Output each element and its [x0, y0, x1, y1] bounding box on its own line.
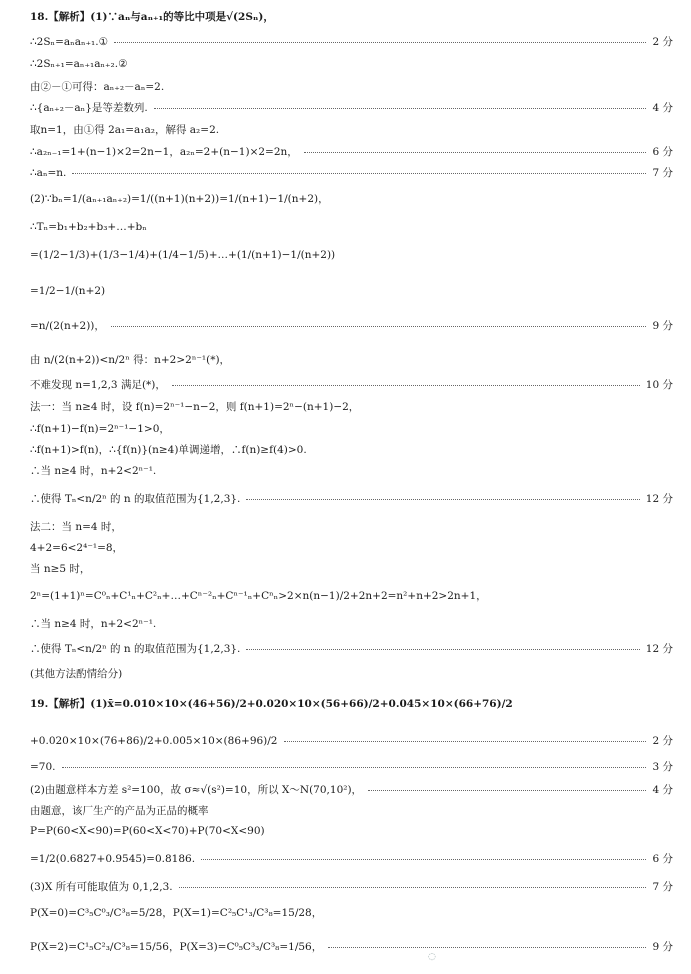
line-8 [30, 166, 673, 180]
line-24 [30, 589, 673, 603]
line-21 [30, 520, 673, 534]
dot-leader [111, 326, 647, 327]
line-29 [30, 734, 673, 748]
line-14 [30, 353, 673, 367]
line-text: ∴2Sₙ₊₁=aₙ₊₁aₙ₊₂.② [30, 58, 128, 70]
line-text: =n/(2(n+2))， [30, 320, 105, 332]
line-2 [30, 35, 673, 49]
line-27 [30, 667, 673, 681]
line-text: ∴Tₙ=b₁+b₂+b₃+…+bₙ [30, 221, 147, 233]
line-35 [30, 880, 673, 894]
line-30 [30, 760, 673, 774]
line-text: 由 n/(2(n+2))<n/2ⁿ 得：n+2>2ⁿ⁻¹(*)， [30, 354, 231, 366]
line-22 [30, 541, 673, 555]
score-label: 9 分 [652, 320, 673, 332]
line-19 [30, 464, 673, 478]
score-label: 9 分 [652, 941, 673, 953]
dot-leader [172, 385, 640, 386]
score-label: 10 分 [645, 379, 673, 391]
line-4 [30, 80, 673, 94]
dot-leader [304, 152, 647, 153]
line-text: ∴使得 Tₙ<n/2ⁿ 的 n 的取值范围为{1,2,3}. [30, 643, 241, 655]
line-text: P(X=2)=C¹₅C²₃/C³₈=15/56，P(X=3)=C⁰₅C³₃/C³₈=1/56， [30, 941, 323, 953]
dot-leader [201, 859, 646, 860]
line-text: 18.【解析】(1)∵aₙ与aₙ₊₁的等比中项是√(2Sₙ)， [30, 11, 274, 23]
line-text: ∴a₂ₙ₋₁=1+(n−1)×2=2n−1，a₂ₙ=2+(n−1)×2=2n， [30, 146, 298, 158]
line-1 [30, 10, 673, 24]
score-label: 12 分 [645, 643, 673, 655]
dot-leader [246, 499, 639, 500]
line-text: ∴当 n≥4 时，n+2<2ⁿ⁻¹. [30, 465, 157, 477]
dot-leader [114, 42, 646, 43]
line-text: ∴使得 Tₙ<n/2ⁿ 的 n 的取值范围为{1,2,3}. [30, 493, 241, 505]
score-label: 4 分 [652, 784, 673, 796]
line-36 [30, 906, 673, 920]
line-25 [30, 617, 673, 631]
line-text: 4+2=6<2⁴⁻¹=8， [30, 542, 124, 554]
score-label: 3 分 [652, 761, 673, 773]
score-label: 6 分 [652, 853, 673, 865]
line-20 [30, 492, 673, 506]
dot-leader [328, 947, 646, 948]
score-label: 7 分 [652, 167, 673, 179]
line-text: (2)∵bₙ=1/(aₙ₊₁aₙ₊₂)=1/((n+1)(n+2))=1/(n+1)−1/(n+2)， [30, 193, 329, 205]
line-26 [30, 642, 673, 656]
line-33 [30, 824, 673, 838]
line-37 [30, 940, 673, 954]
line-15 [30, 378, 673, 392]
line-text: P(X=0)=C³₅C⁰₃/C³₈=5/28，P(X=1)=C²₅C¹₃/C³₈=15/28， [30, 907, 323, 919]
line-23 [30, 562, 673, 576]
line-text: +0.020×10×(76+86)/2+0.005×10×(86+96)/2 [30, 735, 278, 747]
line-text: 取n=1，由①得 2a₁=a₁a₂，解得 a₂=2. [30, 124, 220, 136]
line-7 [30, 145, 673, 159]
score-label: 2 分 [652, 735, 673, 747]
line-text: 法二：当 n=4 时， [30, 521, 122, 533]
dot-leader [284, 741, 647, 742]
line-text: (其他方法酌情给分) [30, 668, 123, 680]
line-12 [30, 284, 673, 298]
line-text: ∴aₙ=n. [30, 167, 67, 179]
line-34 [30, 852, 673, 866]
dot-leader [179, 887, 647, 888]
scan-mark-icon: ◌ [428, 952, 436, 962]
line-text: ∴{aₙ₊₂－aₙ}是等差数列. [30, 102, 148, 114]
line-31 [30, 783, 673, 797]
line-text: 由②－①可得：aₙ₊₂－aₙ=2. [30, 81, 165, 93]
dot-leader [72, 173, 646, 174]
line-text: (2)由题意样本方差 s²=100，故 σ≈√(s²)=10，所以 X～N(70,10²)， [30, 784, 363, 796]
score-label: 7 分 [652, 881, 673, 893]
dot-leader [62, 767, 647, 768]
score-label: 12 分 [645, 493, 673, 505]
dot-leader [154, 108, 647, 109]
line-text: ∴当 n≥4 时，n+2<2ⁿ⁻¹. [30, 618, 157, 630]
line-6 [30, 123, 673, 137]
line-3 [30, 57, 673, 71]
line-16 [30, 400, 673, 414]
line-18 [30, 443, 673, 457]
line-text: (3)X 所有可能取值为 0,1,2,3. [30, 881, 173, 893]
line-9 [30, 192, 673, 206]
line-5 [30, 101, 673, 115]
score-label: 4 分 [652, 102, 673, 114]
score-label: 6 分 [652, 146, 673, 158]
line-text: =1/2(0.6827+0.9545)=0.8186. [30, 853, 196, 865]
line-text: =70. [30, 761, 56, 773]
line-10 [30, 220, 673, 234]
line-11 [30, 248, 673, 262]
line-text: 19.【解析】(1)x̄=0.010×10×(46+56)/2+0.020×10×(56+66)/2+0.045×10×(66+76)/2 [30, 698, 513, 710]
line-text: 不难发现 n=1,2,3 满足(*)， [30, 379, 166, 391]
line-17 [30, 422, 673, 436]
score-label: 2 分 [652, 36, 673, 48]
dot-leader [246, 649, 639, 650]
line-text: ∴2Sₙ=aₙaₙ₊₁.① [30, 36, 109, 48]
line-text: P=P(60<X<90)=P(60<X<70)+P(70<X<90) [30, 825, 265, 837]
line-13 [30, 319, 673, 333]
dot-leader [368, 790, 646, 791]
line-32 [30, 804, 673, 818]
line-text: =(1/2−1/3)+(1/3−1/4)+(1/4−1/5)+…+(1/(n+1)−1/(n+2)) [30, 249, 336, 261]
line-text: 2ⁿ=(1+1)ⁿ=C⁰ₙ+C¹ₙ+C²ₙ+…+Cⁿ⁻²ₙ+Cⁿ⁻¹ₙ+Cⁿₙ>2×n(n−1)/2+2n+2=n²+n+2>2n+1， [30, 590, 487, 602]
line-text: 当 n≥5 时， [30, 563, 91, 575]
line-text: =1/2−1/(n+2) [30, 285, 106, 297]
line-text: ∴f(n+1)−f(n)=2ⁿ⁻¹−1>0， [30, 423, 170, 435]
line-text: ∴f(n+1)>f(n)，∴{f(n)}(n≥4)单调递增，∴f(n)≥f(4)>0. [30, 444, 307, 456]
line-text: 法一：当 n≥4 时，设 f(n)=2ⁿ⁻¹−n−2，则 f(n+1)=2ⁿ−(n+1)−2， [30, 401, 360, 413]
line-text: 由题意，该厂生产的产品为正品的概率 [30, 805, 209, 817]
line-28 [30, 697, 673, 711]
